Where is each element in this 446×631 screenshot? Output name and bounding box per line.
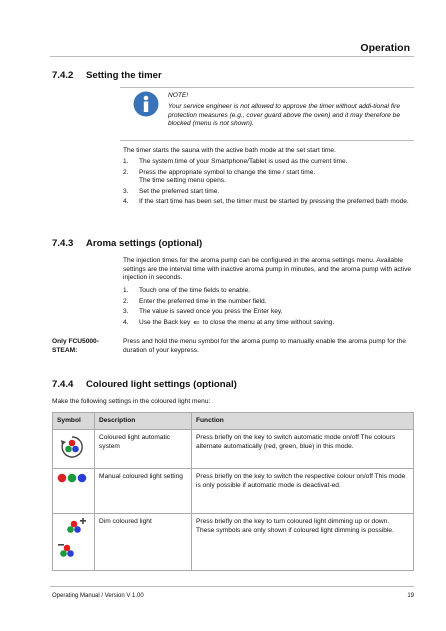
note-top-rule [120, 87, 414, 88]
section-number: 7.4.2 [52, 70, 74, 81]
note-bottom-rule [120, 140, 414, 141]
table-row [53, 514, 414, 571]
list-item: The time setting menu opens. [139, 177, 226, 185]
table-row [53, 469, 414, 514]
rgb-dots-icon [57, 473, 87, 483]
table-row [53, 430, 414, 469]
list-item: 3. The value is saved once you press the Enter key. [123, 308, 283, 316]
side-text: Press and hold the menu symbol for the aroma pump to manually enable the aroma pump for the duration of your keypress. [123, 338, 406, 354]
table-cell-description: Coloured light automatic system [95, 430, 192, 469]
table-cell-function: Press briefly on the key to switch automatic mode on/off The colours alternate automatically (red, green, blue) in this mode. [192, 430, 414, 469]
info-icon [133, 91, 159, 117]
list-item: 4. Use the Back key ⇐ to close the menu at any time without saving. [123, 317, 335, 327]
section-number: 7.4.3 [52, 238, 74, 249]
back-arrow-icon: ⇐ [193, 317, 200, 327]
table-cell-description: Manual coloured light setting [95, 469, 192, 514]
section-title: Setting the timer [86, 70, 162, 81]
light-intro: Make the following settings in the coloured light menu: [52, 398, 211, 405]
section-heading-7-4-4 [52, 379, 237, 390]
list-item: 4. If the start time has been set, the timer must be started by pressing the preferred bath mode. [123, 198, 409, 206]
column-header: Function [192, 413, 414, 430]
list-item: 3. Set the preferred start time. [123, 187, 220, 195]
aroma-intro: The injection times for the aroma pump can be configured in the aroma settings menu. Available settings are the interval time with inactive aroma pump in minutes, and the aroma pump with active injection in seconds. [123, 257, 412, 282]
table-cell-description: Dim coloured light [95, 514, 192, 571]
auto-color-cycle-icon [59, 434, 85, 460]
note-title: NOTE! [168, 92, 189, 99]
timer-steps [123, 158, 413, 207]
coloured-light-table [52, 412, 414, 571]
list-item: 2. Press the appropriate symbol to change the time / start time. [123, 168, 316, 176]
header-rule [50, 56, 414, 57]
section-number: 7.4.4 [52, 379, 74, 390]
list-item: 1. The system time of your Smartphone/Tablet is used as the current time. [123, 158, 348, 165]
page-number: 19 [407, 593, 414, 599]
table-cell-function: Press briefly on the key to turn coloured light dimming up or down. These symbols are only shown if coloured light dimming is possible. [192, 514, 414, 571]
footer-manual-version: Operating Manual / Version V 1.00 [52, 593, 144, 599]
dim-plus-minus-icon [57, 518, 87, 562]
section-title: Coloured light settings (optional) [86, 379, 237, 390]
column-header: Description [95, 413, 192, 430]
aroma-steps [123, 287, 415, 327]
running-header-title: Operation [360, 42, 410, 54]
list-item: 1. Touch one of the time fields to enable. [123, 287, 251, 294]
list-item: 2. Enter the preferred time in the number field. [123, 297, 267, 305]
timer-intro: The timer starts the sauna with the active bath mode at the set start time. [123, 147, 336, 154]
column-header: Symbol [53, 413, 95, 430]
note-text: Your service engineer is not allowed to approve the timer without addi-tional fire protection measures (e.g., cover guard above the oven) and it may therefore be blocked (menu is not shown). [168, 103, 401, 128]
table-cell-function: Press briefly on the key to switch the respective colour on/off This mode is only possible if automatic mode is deactivat-ed. [192, 469, 414, 514]
section-heading-7-4-3 [52, 238, 202, 249]
footer-rule [50, 586, 414, 587]
table-header-row [53, 413, 414, 430]
section-title: Aroma settings (optional) [86, 238, 203, 249]
side-label: Only FCU5000-STEAM: [52, 338, 99, 354]
section-heading-7-4-2 [52, 70, 162, 81]
